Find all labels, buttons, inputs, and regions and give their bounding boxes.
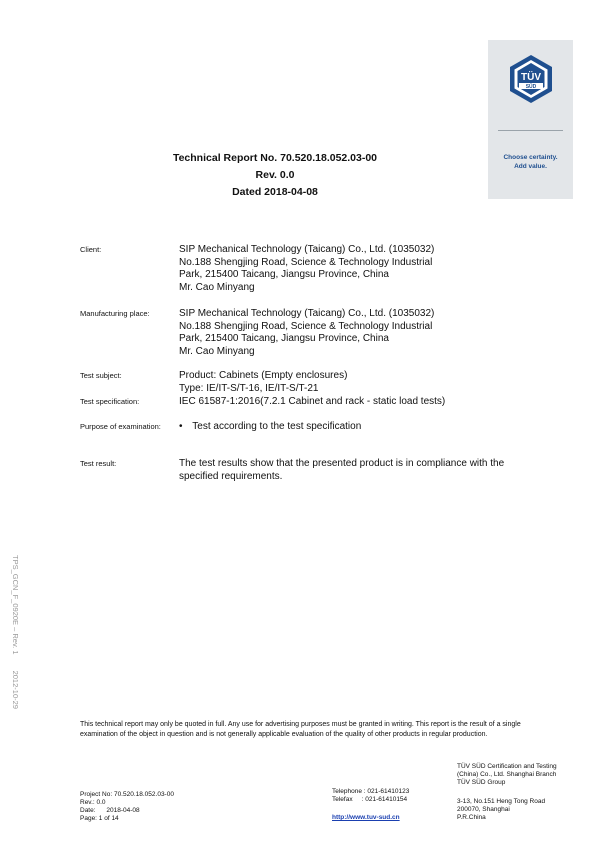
client-line: Park, 215400 Taicang, Jiangsu Province, China xyxy=(179,269,389,280)
footer-address-line: P.R.China xyxy=(457,814,486,821)
report-title: Technical Report No. 70.520.18.052.03-00 xyxy=(172,152,378,164)
bullet: • xyxy=(179,421,183,432)
footer-company-line: (China) Co., Ltd. Shanghai Branch xyxy=(457,771,557,778)
manufacturing-value xyxy=(179,308,559,358)
footer-date: Date: 2018-04-08 xyxy=(80,807,140,814)
logo-text-bottom: SÜD xyxy=(525,84,537,90)
manufacturing-line: Mr. Cao Minyang xyxy=(179,345,255,357)
footer-company-line: TÜV SÜD Group xyxy=(457,779,506,786)
logo-text-top: TÜV xyxy=(521,72,541,83)
footer-rev: Rev.: 0.0 xyxy=(80,799,106,806)
client-line: No.188 Shengjing Road, Science & Technology Industrial xyxy=(179,256,433,268)
purpose-label: Purpose of examination: xyxy=(80,422,161,431)
manufacturing-line: No.188 Shengjing Road, Science & Technology Industrial xyxy=(179,320,433,332)
footer-company-line: TÜV SÜD Certification and Testing xyxy=(457,763,557,770)
footer-contact xyxy=(332,788,409,804)
test-subject-line: Product: Cabinets (Empty enclosures) xyxy=(179,370,348,381)
disclaimer: This technical report may only be quoted in full. Any use for advertising purposes must be granted in writing. This report is the result of a single examination of the object in question and is not generally applicable evaluation of the quality of other products in regular production. xyxy=(80,721,521,738)
client-label: Client: xyxy=(80,245,102,254)
footer-website-link[interactable]: http://www.tuv-sud.cn xyxy=(332,814,400,821)
client-line: Mr. Cao Minyang xyxy=(179,281,255,293)
test-subject-value xyxy=(179,370,559,395)
footer-project-info xyxy=(80,791,174,823)
footer-address-line: 200070, Shanghai xyxy=(457,806,510,813)
footer-company xyxy=(457,763,557,787)
report-revision: Rev. 0.0 xyxy=(255,169,295,181)
footer-telefax: Telefax : 021-61410154 xyxy=(332,796,408,803)
footer-address xyxy=(457,798,545,822)
purpose-value xyxy=(179,421,559,434)
side-doc-id: TPS_GCN_F_0920E – Rev. 1 xyxy=(11,555,20,655)
test-result-label: Test result: xyxy=(80,459,117,468)
footer-telephone: Telephone : 021-61410123 xyxy=(332,788,410,795)
test-subject-label: Test subject: xyxy=(80,371,122,380)
manufacturing-label: Manufacturing place: xyxy=(80,309,150,318)
side-doc-date: 2012-10-29 xyxy=(11,670,20,709)
tagline-line2: Add value. xyxy=(514,163,547,170)
report-date: Dated 2018-04-08 xyxy=(232,186,318,198)
test-spec-label: Test specification: xyxy=(80,397,140,406)
client-line: SIP Mechanical Technology (Taicang) Co., Ltd. (1035032) xyxy=(179,244,435,255)
brand-divider xyxy=(498,130,563,131)
footer-address-line: 3-13, No.151 Heng Tong Road xyxy=(457,798,546,805)
manufacturing-line: Park, 215400 Taicang, Jiangsu Province, China xyxy=(179,333,389,344)
client-value xyxy=(179,244,559,294)
tagline-line1: Choose certainty. xyxy=(503,154,558,161)
manufacturing-line: SIP Mechanical Technology (Taicang) Co., Ltd. (1035032) xyxy=(179,308,435,319)
test-result-value xyxy=(179,458,559,483)
footer-project-no: Project No: 70.520.18.052.03-00 xyxy=(80,791,174,798)
side-doc-code xyxy=(11,555,20,723)
test-result-line: The test results show that the presented product is in compliance with the xyxy=(179,458,505,469)
test-result-line: specified requirements. xyxy=(179,470,283,482)
test-spec-value: IEC 61587-1:2016(7.2.1 Cabinet and rack - static load tests) xyxy=(179,396,446,407)
brand-panel xyxy=(488,40,573,199)
footer-page: Page: 1 of 14 xyxy=(80,815,119,822)
tuv-sud-logo-icon xyxy=(506,54,556,104)
test-subject-line: Type: IE/IT-S/T-16, IE/IT-S/T-21 xyxy=(179,382,319,394)
purpose-text: Test according to the test specification xyxy=(192,421,362,432)
